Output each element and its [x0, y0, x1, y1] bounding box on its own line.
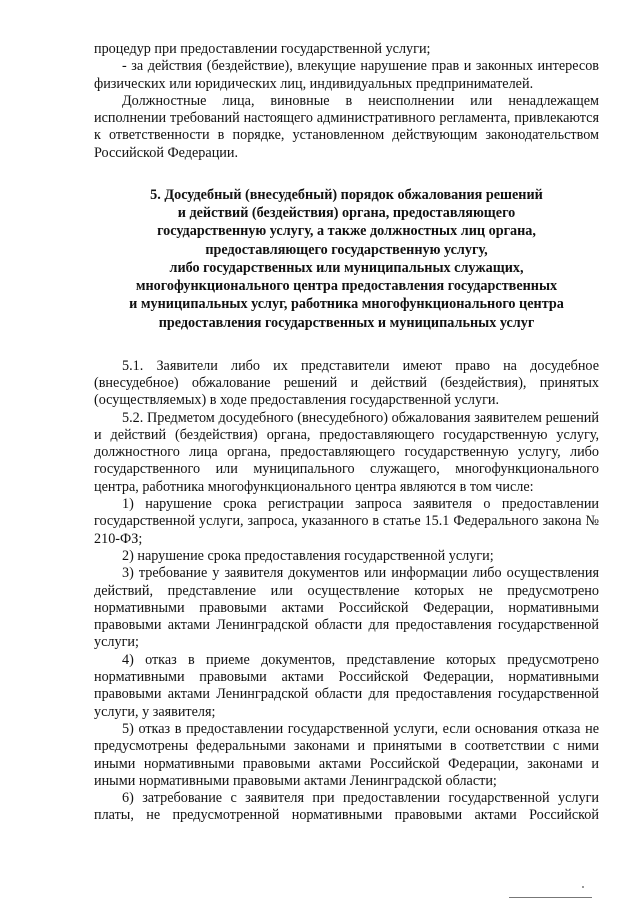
document-page [94, 41, 599, 825]
heading-line: многофункционального центра предоставления государственных [135, 278, 558, 295]
heading-line: предоставления государственных и муниципальных услуг [158, 314, 535, 331]
section-5-heading [94, 186, 599, 332]
intro-paragraph-1: процедур при предоставлении государственной услуги; [94, 41, 431, 57]
intro-paragraph-3: Должностные лица, виновные в неисполнении или ненадлежащем исполнении требований настоящего административного регламента, привлекаются к ответственности в порядке, установленном действующим законодательством Российской Федерации. [94, 92, 599, 161]
paragraph-5-2: 5.2. Предметом досудебного (внесудебного) обжалования заявителем решений и действий (бездействия) органа, предоставляющего государственную услугу, должностного лица органа, предоставляющего государственную услугу, либо государственного или муниципального служащего, многофункционального центра, работника многофункционального центра являются в том числе: [94, 409, 599, 495]
list-item-6: 6) затребование с заявителя при предоставлении государственной услуги платы, не предусмотренной нормативными правовыми актами Российской [94, 790, 599, 824]
scan-mark [582, 886, 584, 888]
heading-line: 5. Досудебный (внесудебный) порядок обжалования решений [150, 187, 543, 204]
heading-line: предоставляющего государственную услугу, [205, 241, 488, 258]
list-item-5: 5) отказ в предоставлении государственной услуги, если основания отказа не предусмотрены федеральными законами и принятыми в соответствии с ними иными нормативными правовыми актами Российской Федерации, законами и иными нормативными правовыми актами Ленинградской области; [94, 720, 599, 789]
paragraph-5-1: 5.1. Заявители либо их представители имеют право на досудебное (внесудебное) обжалование решений и действий (бездействия), принятых (осуществляемых) в ходе предоставления государственной услуги. [94, 357, 599, 409]
list-item-3: 3) требование у заявителя документов или информации либо осуществления действий, представление или осуществление которых не предусмотрено нормативными правовыми актами Российской Федерации, нормативными правовыми актами Ленинградской области для предоставления государственной услуги; [94, 565, 599, 651]
list-item-4: 4) отказ в приеме документов, представление которых предусмотрено нормативными правовыми актами Российской Федерации, нормативными правовыми актами Ленинградской области для предоставления государственной услуги, у заявителя; [94, 651, 599, 720]
list-item-1: 1) нарушение срока регистрации запроса заявителя о предоставлении государственной услуги, запроса, указанного в статье 15.1 Федерального закона № 210-ФЗ; [94, 496, 599, 547]
footer-rule [509, 897, 592, 898]
intro-paragraph-2: - за действия (бездействие), влекущие нарушение прав и законных интересов физических или юридических лиц, индивидуальных предпринимателей. [94, 58, 599, 92]
list-item-2: 2) нарушение срока предоставления государственной услуги; [122, 547, 494, 564]
heading-line: и муниципальных услуг, работника многофункционального центра [129, 296, 564, 313]
heading-line: государственную услугу, а также должностных лиц органа, [157, 223, 536, 240]
heading-line: либо государственных или муниципальных служащих, [169, 259, 524, 276]
heading-line: и действий (бездействия) органа, предоставляющего [177, 205, 516, 222]
